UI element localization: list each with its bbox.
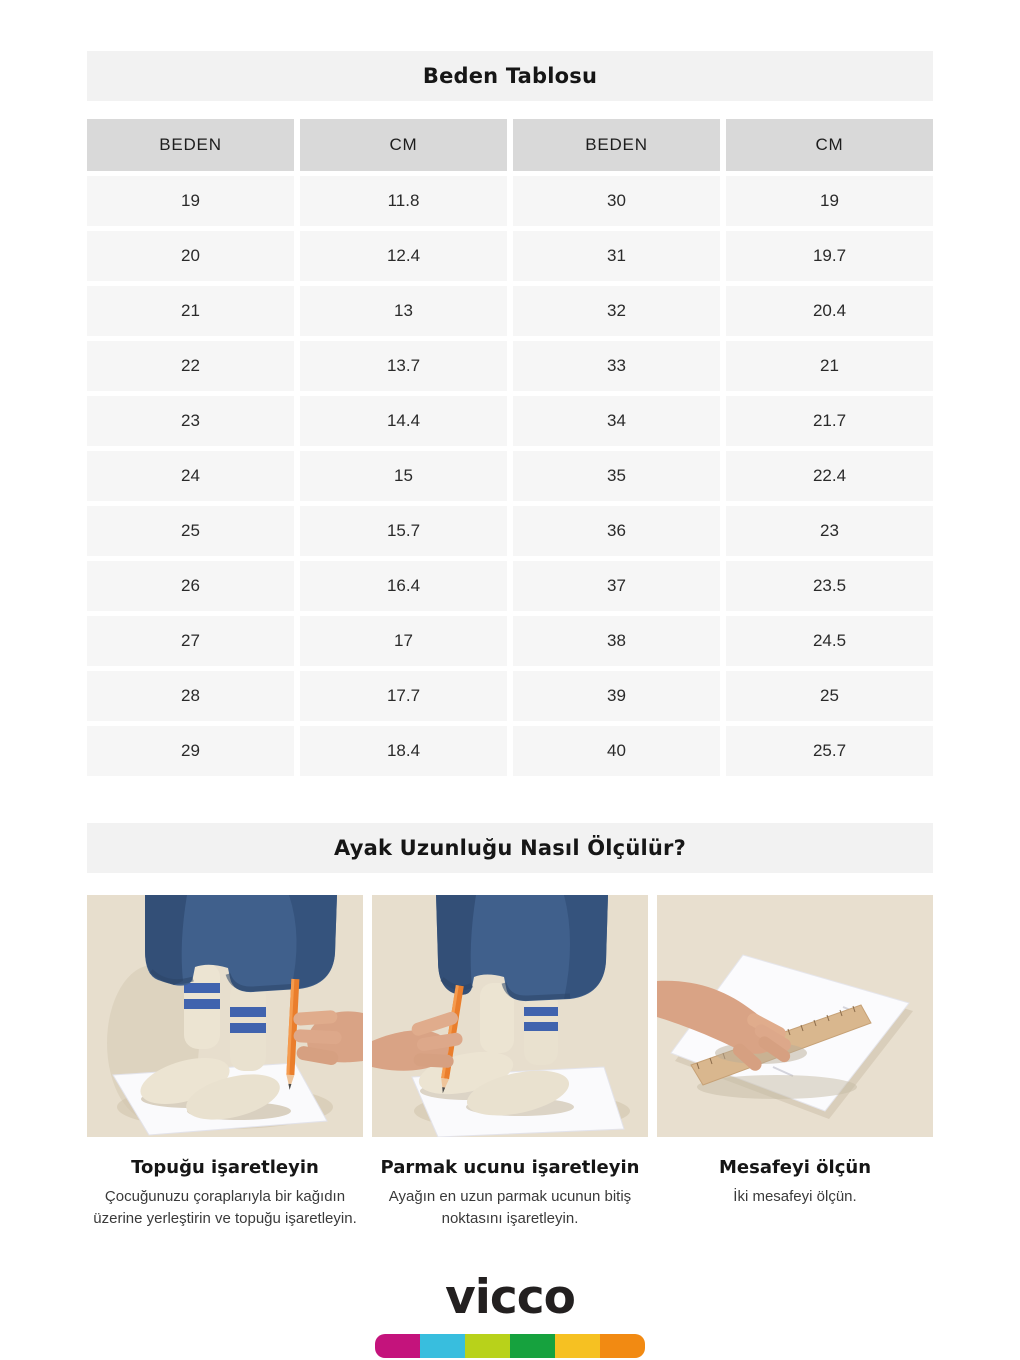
size-table-title-band [87, 51, 933, 101]
heel-marking-photo [87, 895, 363, 1137]
size-table-cell: 15.7 [300, 506, 507, 556]
vicco-logo: vicco [445, 1270, 575, 1326]
size-table-cell: 16.4 [300, 561, 507, 611]
size-table-cell: 13 [300, 286, 507, 336]
hand [293, 1010, 363, 1066]
size-table-header-cell: BEDEN [87, 119, 294, 171]
step-measure-heading: Mesafeyi ölçün [718, 1157, 872, 1178]
size-table-cell: 21 [726, 341, 933, 391]
measure-steps [87, 895, 933, 1230]
ruler-measure-photo [657, 895, 933, 1137]
measure-title: Ayak Uzunluğu Nasıl Ölçülür? [334, 836, 686, 860]
size-table-cell: 22.4 [726, 451, 933, 501]
step-measure-description: İki mesafeyi ölçün. [733, 1188, 857, 1205]
size-table-cell: 19 [87, 176, 294, 226]
step-toe-description: Ayağın en uzun parmak ucunun bitiş noktasını işaretleyin. [388, 1188, 632, 1228]
size-table-cell: 12.4 [300, 231, 507, 281]
size-table-cell: 11.8 [300, 176, 507, 226]
brand-bar-segment [420, 1334, 465, 1358]
size-table-cell: 32 [513, 286, 720, 336]
size-table-header-cell: CM [726, 119, 933, 171]
size-table-cell: 23 [87, 396, 294, 446]
size-table-cell: 31 [513, 231, 720, 281]
brand-bar-segment [375, 1334, 420, 1358]
size-table-cell: 40 [513, 726, 720, 776]
step-heel-description: Çocuğunuzu çoraplarıyla bir kağıdın üzerine yerleştirin ve topuğu işaretleyin. [93, 1188, 357, 1228]
size-table-cell: 38 [513, 616, 720, 666]
brand-color-bar [375, 1334, 645, 1358]
size-table-cell: 21 [87, 286, 294, 336]
brand-bar-segment [600, 1334, 645, 1358]
size-table-cell: 23 [726, 506, 933, 556]
step-heel [87, 895, 363, 1230]
size-table-cell: 29 [87, 726, 294, 776]
size-table-header-cell: BEDEN [513, 119, 720, 171]
size-table-cell: 26 [87, 561, 294, 611]
jeans [145, 895, 337, 992]
brand-bar-segment [555, 1334, 600, 1358]
size-table-cell: 20 [87, 231, 294, 281]
size-table-cell: 36 [513, 506, 720, 556]
size-table-header-cell: CM [300, 119, 507, 171]
size-table-cell: 25.7 [726, 726, 933, 776]
size-table-cell: 17 [300, 616, 507, 666]
size-table-cell: 18.4 [300, 726, 507, 776]
size-table-cell: 19.7 [726, 231, 933, 281]
size-table-cell: 33 [513, 341, 720, 391]
size-table-cell: 35 [513, 451, 720, 501]
size-table-grid [87, 119, 933, 776]
size-table-cell: 24 [87, 451, 294, 501]
step-toe-heading: Parmak ucunu işaretleyin [380, 1157, 640, 1178]
size-table-cell: 23.5 [726, 561, 933, 611]
step-measure [657, 895, 933, 1230]
size-table-cell: 20.4 [726, 286, 933, 336]
measure-title-band [87, 823, 933, 873]
size-table-cell: 28 [87, 671, 294, 721]
size-table-cell: 15 [300, 451, 507, 501]
brand-bar-segment [465, 1334, 510, 1358]
brand-bar-segment [510, 1334, 555, 1358]
size-table-cell: 21.7 [726, 396, 933, 446]
jeans [436, 895, 608, 1001]
size-table-cell: 19 [726, 176, 933, 226]
size-table-cell: 39 [513, 671, 720, 721]
size-table-cell: 27 [87, 616, 294, 666]
step-heel-heading: Topuğu işaretleyin [131, 1157, 319, 1178]
size-table-cell: 17.7 [300, 671, 507, 721]
size-table-cell: 25 [726, 671, 933, 721]
size-table-cell: 37 [513, 561, 720, 611]
toe-marking-photo [372, 895, 648, 1137]
step-toe [372, 895, 648, 1230]
size-table-cell: 24.5 [726, 616, 933, 666]
size-table-title: Beden Tablosu [422, 64, 598, 88]
size-table-cell: 22 [87, 341, 294, 391]
brand-footer [87, 1270, 933, 1358]
size-table-cell: 25 [87, 506, 294, 556]
size-table-cell: 13.7 [300, 341, 507, 391]
size-guide-page [87, 0, 933, 1358]
size-table-cell: 14.4 [300, 396, 507, 446]
size-table-cell: 34 [513, 396, 720, 446]
size-table-cell: 30 [513, 176, 720, 226]
